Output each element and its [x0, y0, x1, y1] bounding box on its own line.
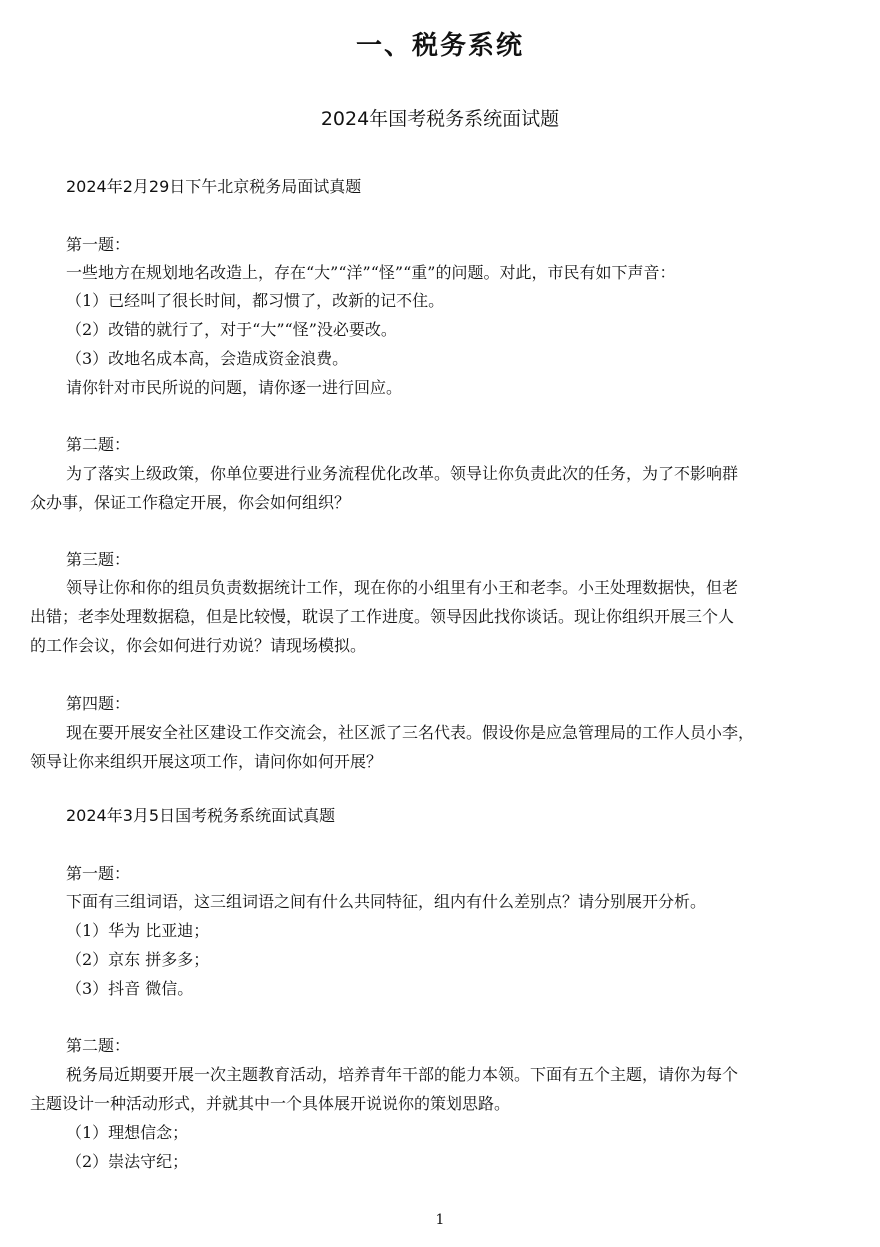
question-item: （1）已经叫了很长时间，都习惯了，改新的记不住。 — [66, 291, 445, 310]
question-label: 第四题： — [66, 694, 131, 713]
question-label: 第二题： — [66, 1036, 131, 1055]
question-item: （2）崇法守纪； — [66, 1152, 189, 1171]
question-item: （2）京东 拼多多； — [66, 950, 210, 969]
question-text: 领导让你来组织开展这项工作，请问你如何开展？ — [30, 752, 383, 771]
question-item: （1）华为 比亚迪； — [66, 921, 210, 940]
question-text: 众办事，保证工作稳定开展，你会如何组织？ — [30, 493, 351, 512]
question-text: 的工作会议，你会如何进行劝说？请现场模拟。 — [30, 636, 367, 655]
question-text: 税务局近期要开展一次主题教育活动，培养青年干部的能力本领。下面有五个主题，请你为每个 — [66, 1065, 739, 1084]
question-text: 下面有三组词语，这三组词语之间有什么共同特征，组内有什么差别点？请分别展开分析。 — [66, 892, 707, 911]
question-item: （3）改地名成本高，会造成资金浪费。 — [66, 349, 349, 368]
question-text: 请你针对市民所说的问题，请你逐一进行回应。 — [66, 378, 403, 397]
question-item: （2）改错的就行了，对于“大”“怪”没必要改。 — [66, 320, 397, 339]
section-heading-march: 2024年3月5日国考税务系统面试真题 — [66, 806, 336, 825]
question-text: 为了落实上级政策，你单位要进行业务流程优化改革。领导让你负责此次的任务，为了不影响群 — [66, 464, 739, 483]
question-label: 第三题： — [66, 550, 131, 569]
question-label: 第二题： — [66, 435, 131, 454]
question-label: 第一题： — [66, 235, 131, 254]
page-number: 1 — [435, 1212, 445, 1228]
question-text: 出错；老李处理数据稳，但是比较慢，耽误了工作进度。领导因此找你谈话。现让你组织开展三个人 — [30, 607, 735, 626]
question-text: 领导让你和你的组员负责数据统计工作，现在你的小组里有小王和老李。小王处理数据快，但老 — [66, 578, 739, 597]
question-text: 一些地方在规划地名改造上，存在“大”“洋”“怪”“重”的问题。对此，市民有如下声音： — [66, 263, 676, 282]
section-heading-beijing: 2024年2月29日下午北京税务局面试真题 — [66, 177, 362, 196]
question-item: （1）理想信念； — [66, 1123, 189, 1142]
question-label: 第一题： — [66, 864, 131, 883]
document-title: 2024年国考税务系统面试题 — [320, 108, 560, 130]
question-item: （3）抖音 微信。 — [66, 979, 194, 998]
question-text: 主题设计一种活动形式，并就其中一个具体展开说说你的策划思路。 — [30, 1094, 511, 1113]
chapter-title: 一、税务系统 — [355, 31, 524, 61]
question-text: 现在要开展安全社区建设工作交流会，社区派了三名代表。假设你是应急管理局的工作人员小李， — [66, 723, 755, 742]
